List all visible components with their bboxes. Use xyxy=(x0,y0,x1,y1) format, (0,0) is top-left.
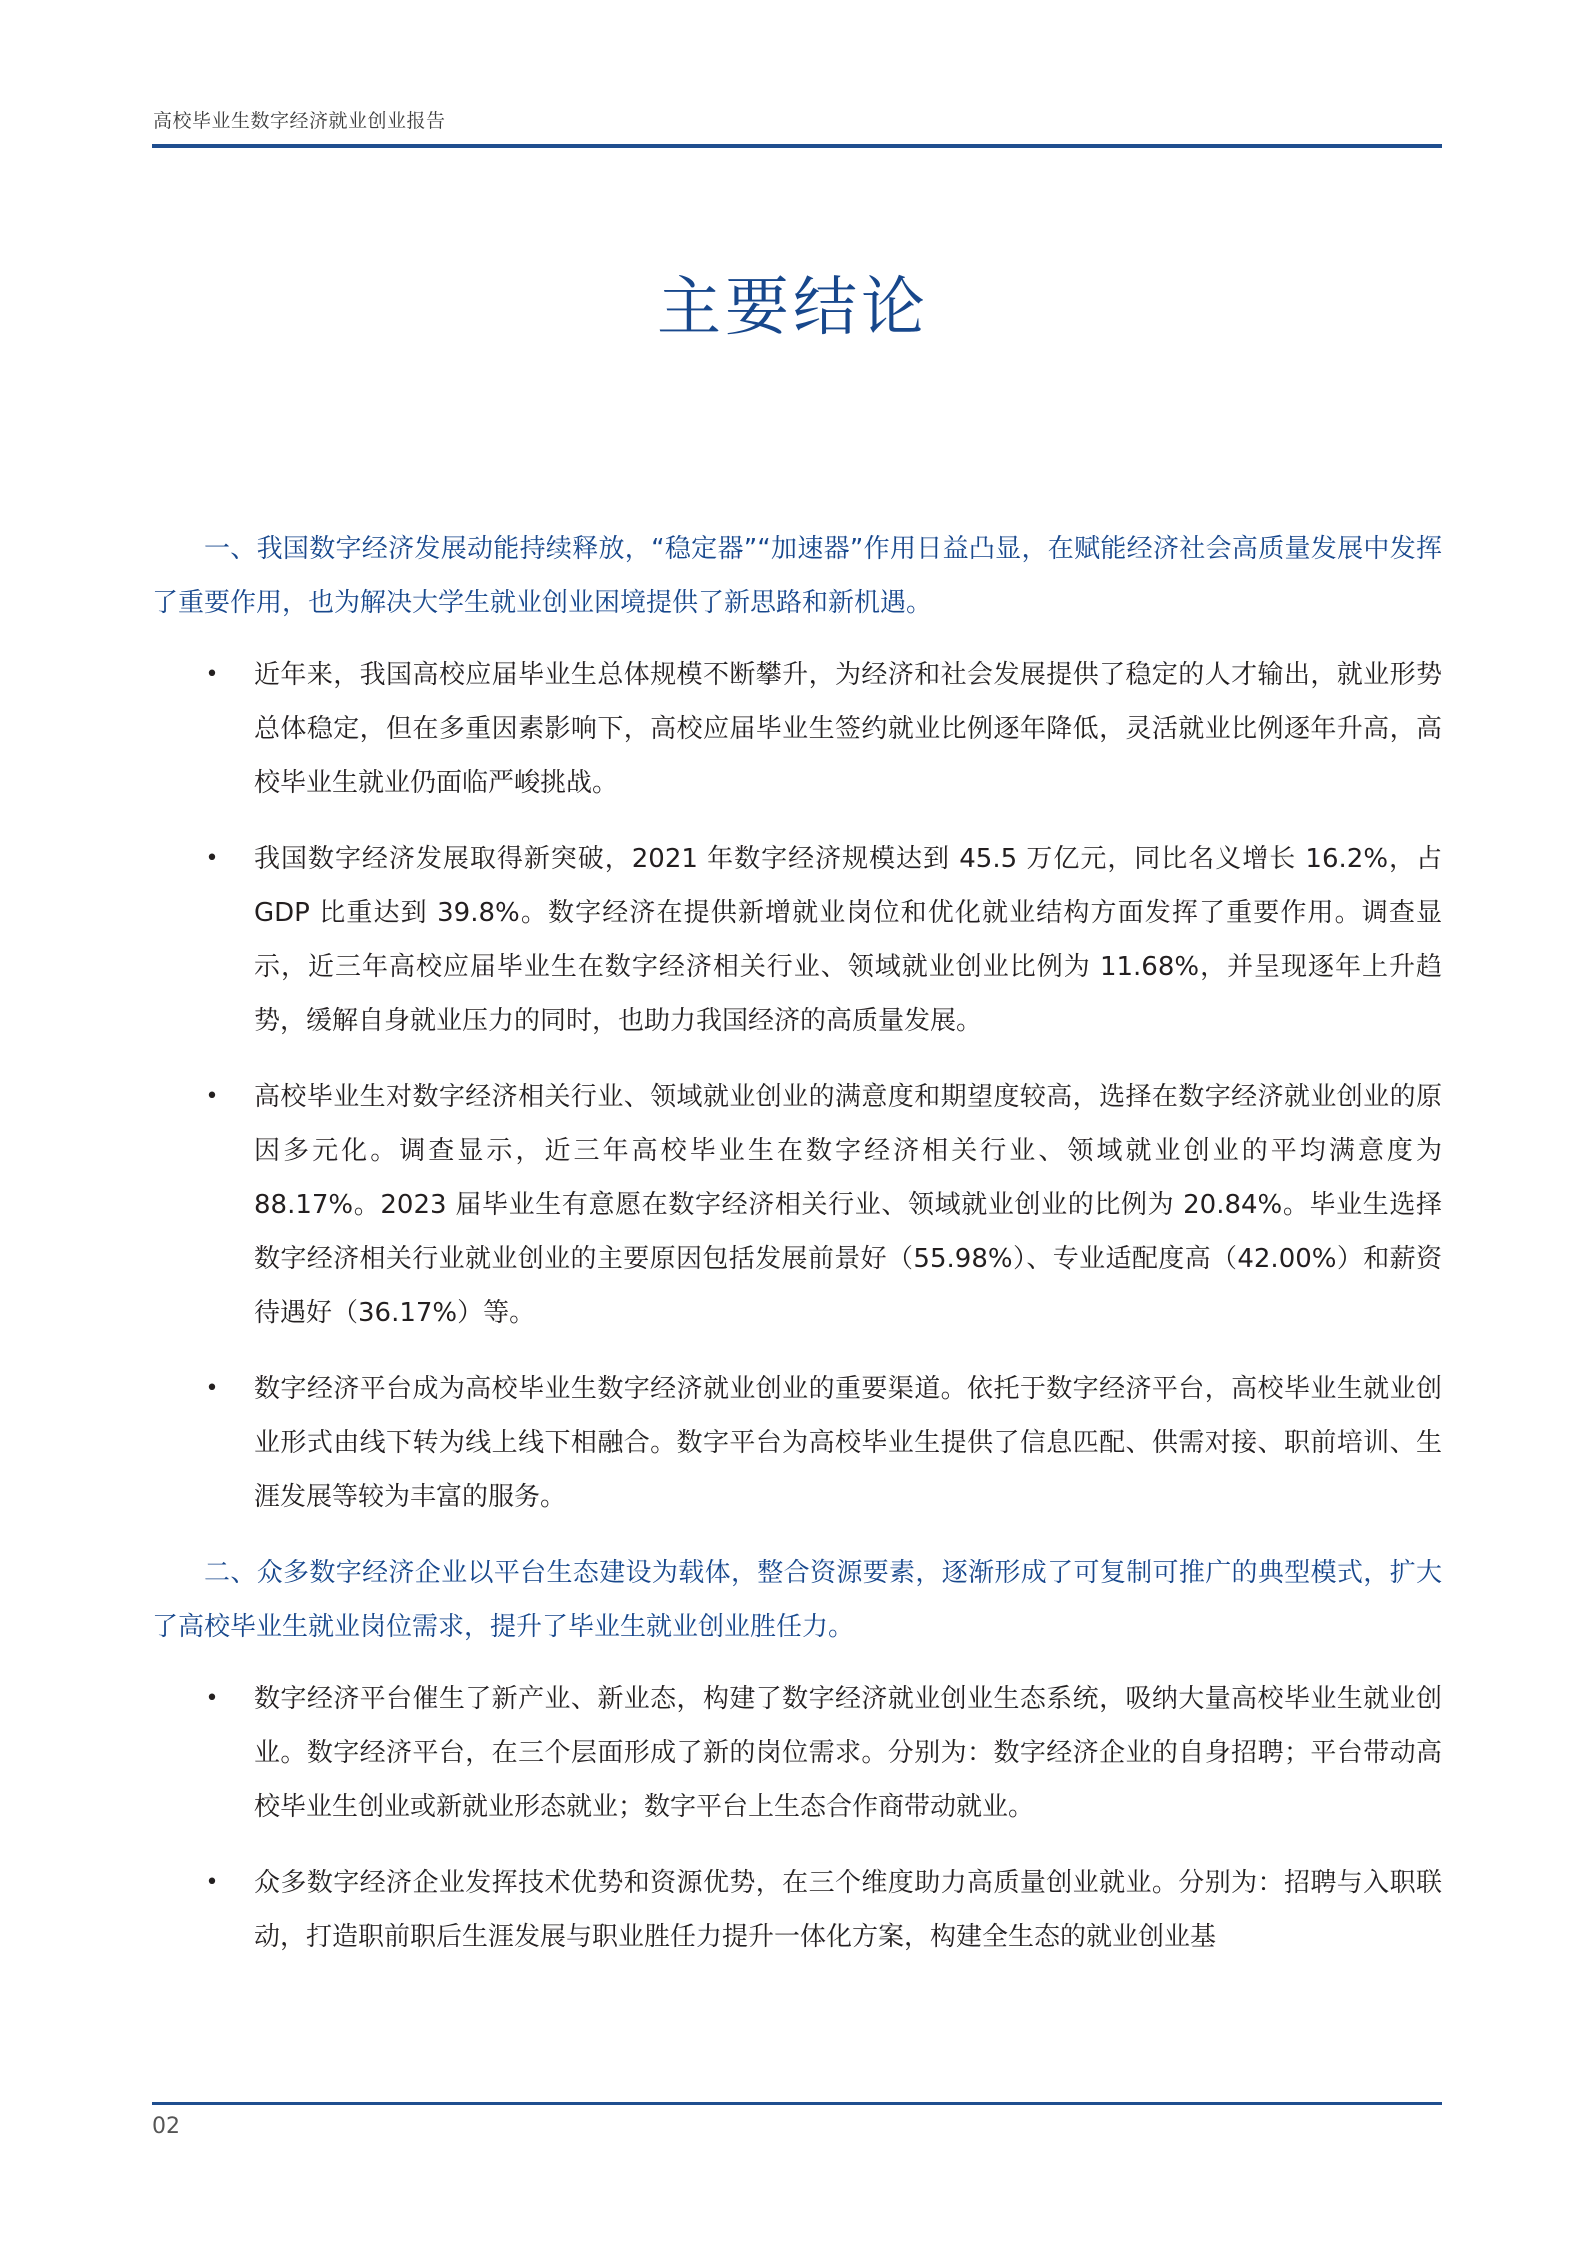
bullet-text: 众多数字经济企业发挥技术优势和资源优势，在三个维度助力高质量创业就业。分别为：招聘与入职联动，打造职前职后生涯发展与职业胜任力提升一体化方案，构建全生态的就业创业基 xyxy=(254,1868,1442,1952)
main-content xyxy=(152,522,1442,1986)
bullet-icon: • xyxy=(205,1376,219,1401)
page-number: 02 xyxy=(152,2114,180,2139)
header-divider xyxy=(152,144,1442,148)
page-title: 主要结论 xyxy=(657,271,929,345)
list-item xyxy=(152,648,1442,810)
bullet-icon: • xyxy=(205,1686,219,1711)
bullet-text: 数字经济平台催生了新产业、新业态，构建了数字经济就业创业生态系统，吸纳大量高校毕业生就业创业。数字经济平台，在三个层面形成了新的岗位需求。分别为：数字经济企业的自身招聘；平台带动高校毕业生创业或新就业形态就业；数字平台上生态合作商带动就业。 xyxy=(254,1684,1442,1822)
bullet-icon: • xyxy=(205,1870,219,1895)
bullet-text: 高校毕业生对数字经济相关行业、领域就业创业的满意度和期望度较高，选择在数字经济就业创业的原因多元化。调查显示，近三年高校毕业生在数字经济相关行业、领域就业创业的平均满意度为 88.17%。2023 届毕业生有意愿在数字经济相关行业、领域就业创业的比例为 20.84%。毕业生选择数字经济相关行业就业创业的主要原因包括发展前景好（55.98%）、专业适配度高（42.00%）和薪资待遇好（36.17%）等。 xyxy=(254,1082,1442,1328)
section-2-heading: 二、众多数字经济企业以平台生态建设为载体，整合资源要素，逐渐形成了可复制可推广的典型模式，扩大了高校毕业生就业岗位需求，提升了毕业生就业创业胜任力。 xyxy=(152,1558,1442,1642)
list-item xyxy=(152,1362,1442,1524)
list-item xyxy=(152,1672,1442,1834)
list-item xyxy=(152,1070,1442,1340)
bullet-text: 近年来，我国高校应届毕业生总体规模不断攀升，为经济和社会发展提供了稳定的人才输出，就业形势总体稳定，但在多重因素影响下，高校应届毕业生签约就业比例逐年降低，灵活就业比例逐年升高，高校毕业生就业仍面临严峻挑战。 xyxy=(254,660,1442,798)
list-item xyxy=(152,832,1442,1048)
bullet-text: 数字经济平台成为高校毕业生数字经济就业创业的重要渠道。依托于数字经济平台，高校毕业生就业创业形式由线下转为线上线下相融合。数字平台为高校毕业生提供了信息匹配、供需对接、职前培训、生涯发展等较为丰富的服务。 xyxy=(254,1374,1442,1512)
section-1-bullet-list xyxy=(152,648,1442,1524)
footer-divider xyxy=(152,2102,1442,2105)
bullet-text: 我国数字经济发展取得新突破，2021 年数字经济规模达到 45.5 万亿元，同比名义增长 16.2%，占 GDP 比重达到 39.8%。数字经济在提供新增就业岗位和优化就业结构方面发挥了重要作用。调查显示，近三年高校应届毕业生在数字经济相关行业、领域就业创业比例为 11.68%，并呈现逐年上升趋势，缓解自身就业压力的同时，也助力我国经济的高质量发展。 xyxy=(254,844,1442,1036)
section-2-bullet-list xyxy=(152,1672,1442,1964)
report-header-title: 高校毕业生数字经济就业创业报告 xyxy=(153,110,446,132)
list-item xyxy=(152,1856,1442,1964)
bullet-icon: • xyxy=(205,662,219,687)
bullet-icon: • xyxy=(205,846,219,871)
section-1-heading: 一、我国数字经济发展动能持续释放，“稳定器”“加速器”作用日益凸显，在赋能经济社会高质量发展中发挥了重要作用，也为解决大学生就业创业困境提供了新思路和新机遇。 xyxy=(152,534,1442,618)
bullet-icon: • xyxy=(205,1084,219,1109)
